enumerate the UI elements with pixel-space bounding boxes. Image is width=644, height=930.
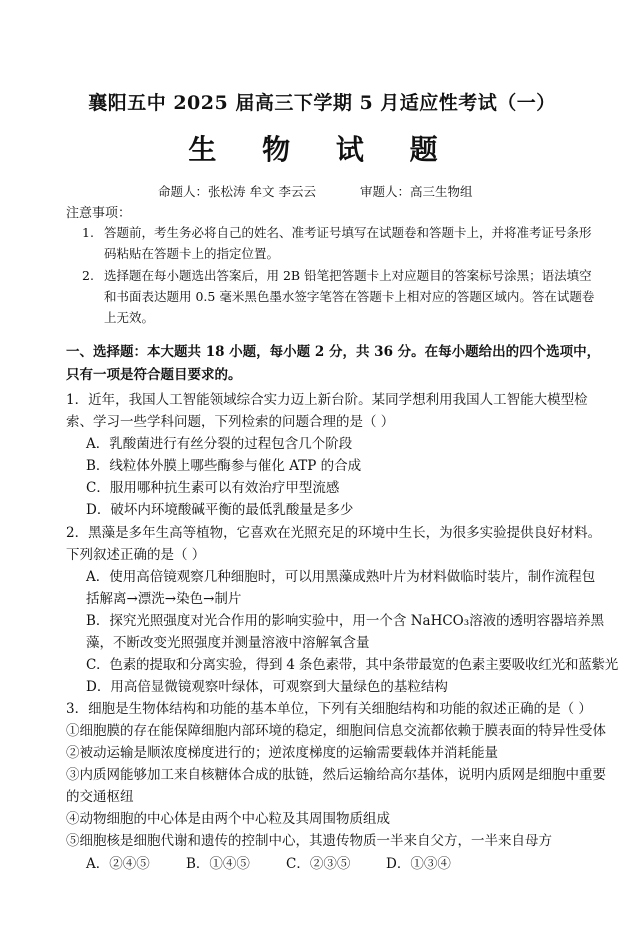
question-3-stem: 3．细胞是生物体结构和功能的基本单位，下列有关细胞结构和功能的叙述正确的是（ ） — [66, 701, 592, 717]
authors-line — [158, 182, 473, 200]
exam-title: 襄阳五中 2025 届高三下学期 5 月适应性考试（一） — [88, 92, 556, 114]
notice-item — [82, 265, 598, 328]
question-2-option-d: D．用高倍显微镜观察叶绿体，可观察到大量绿色的基粒结构 — [86, 679, 448, 695]
reviewer-name: 高三生物组 — [409, 184, 473, 199]
setters-label: 命题人： — [158, 184, 209, 199]
question-2-option-b: B．探究光照强度对光合作用的影响实验中，用一个含 NaHCO₃溶液的透明容器培养黑藻，不断改变光照强度并测量溶液中溶解氧含量 — [86, 613, 605, 651]
notice-item-number: 2. — [82, 268, 94, 283]
question-3-option-d: D．①③④ — [386, 856, 451, 872]
question-1-stem: 1．近年，我国人工智能领域综合实力迈上新台阶。某同学想利用我国人工智能大模型检索、学习一些学科问题，下列检索的问题合理的是（ ） — [66, 392, 588, 430]
question-3-statement-4: ④动物细胞的中心体是由两个中心粒及其周围物质组成 — [66, 811, 390, 827]
question-3-option-c: C．②③⑤ — [286, 856, 351, 872]
question-1-option-a: A．乳酸菌进行有丝分裂的过程包含几个阶段 — [86, 436, 353, 452]
question-3-statement-3: ③内质网能够加工来自核糖体合成的肽链，然后运输给高尔基体，说明内质网是细胞中重要的交通枢纽 — [66, 767, 606, 805]
notice-item-text: 选择题在每小题选出答案后，用 2B 铅笔把答题卡上对应题目的答案标号涂黑；语法填空和书面表达题用 0.5 毫米黑色墨水签字笔答在答题卡上相对应的答题区域内。答在试题卷上无效。 — [104, 268, 595, 325]
subject-title: 生 物 试 题 — [188, 133, 456, 166]
question-3-option-a: A．②④⑤ — [86, 856, 150, 872]
section-heading: 一、选择题：本大题共 18 小题，每小题 2 分，共 36 分。在每小题给出的四个选项中，只有一项是符合题目要求的。 — [66, 344, 601, 383]
question-2-stem: 2．黑藻是多年生高等植物，它喜欢在光照充足的环境中生长，为很多实验提供良好材料。下列叙述正确的是（ ） — [66, 525, 602, 563]
question-3-option-b: B．①④⑤ — [186, 856, 250, 872]
question-2-option-a: A．使用高倍镜观察几种细胞时，可以用黑藻成熟叶片为材料做临时装片，制作流程包括解离→漂洗→染色→制片 — [86, 569, 596, 607]
question-1-option-d: D．破坏内环境酸碱平衡的最低乳酸量是多少 — [86, 502, 354, 518]
notice-heading: 注意事项： — [66, 206, 132, 221]
notice-item-text: 答题前，考生务必将自己的姓名、准考证号填写在试题卷和答题卡上，并将准考证号条形码粘贴在答题卡上的指定位置。 — [104, 225, 592, 261]
setters-names: 张松涛 牟文 李云云 — [208, 184, 316, 199]
notice-item-number: 1. — [82, 225, 94, 240]
question-3-statement-2: ②被动运输是顺浓度梯度进行的；逆浓度梯度的运输需要载体并消耗能量 — [66, 745, 498, 761]
question-3-statement-1: ①细胞膜的存在能保障细胞内部环境的稳定，细胞间信息交流都依赖于膜表面的特异性受体 — [66, 723, 606, 739]
question-1-option-b: B．线粒体外膜上哪些酶参与催化 ATP 的合成 — [86, 458, 362, 474]
question-3-options — [86, 852, 486, 872]
question-3-statement-5: ⑤细胞核是细胞代谢和遗传的控制中心，其遗传物质一半来自父方，一半来自母方 — [66, 833, 552, 849]
reviewer-label: 审题人： — [359, 184, 410, 199]
question-2-option-c: C．色素的提取和分离实验，得到 4 条色素带，其中条带最宽的色素主要吸收红光和蓝紫光 — [86, 657, 619, 673]
question-1-option-c: C．服用哪种抗生素可以有效治疗甲型流感 — [86, 480, 340, 496]
notice-item — [82, 222, 598, 264]
